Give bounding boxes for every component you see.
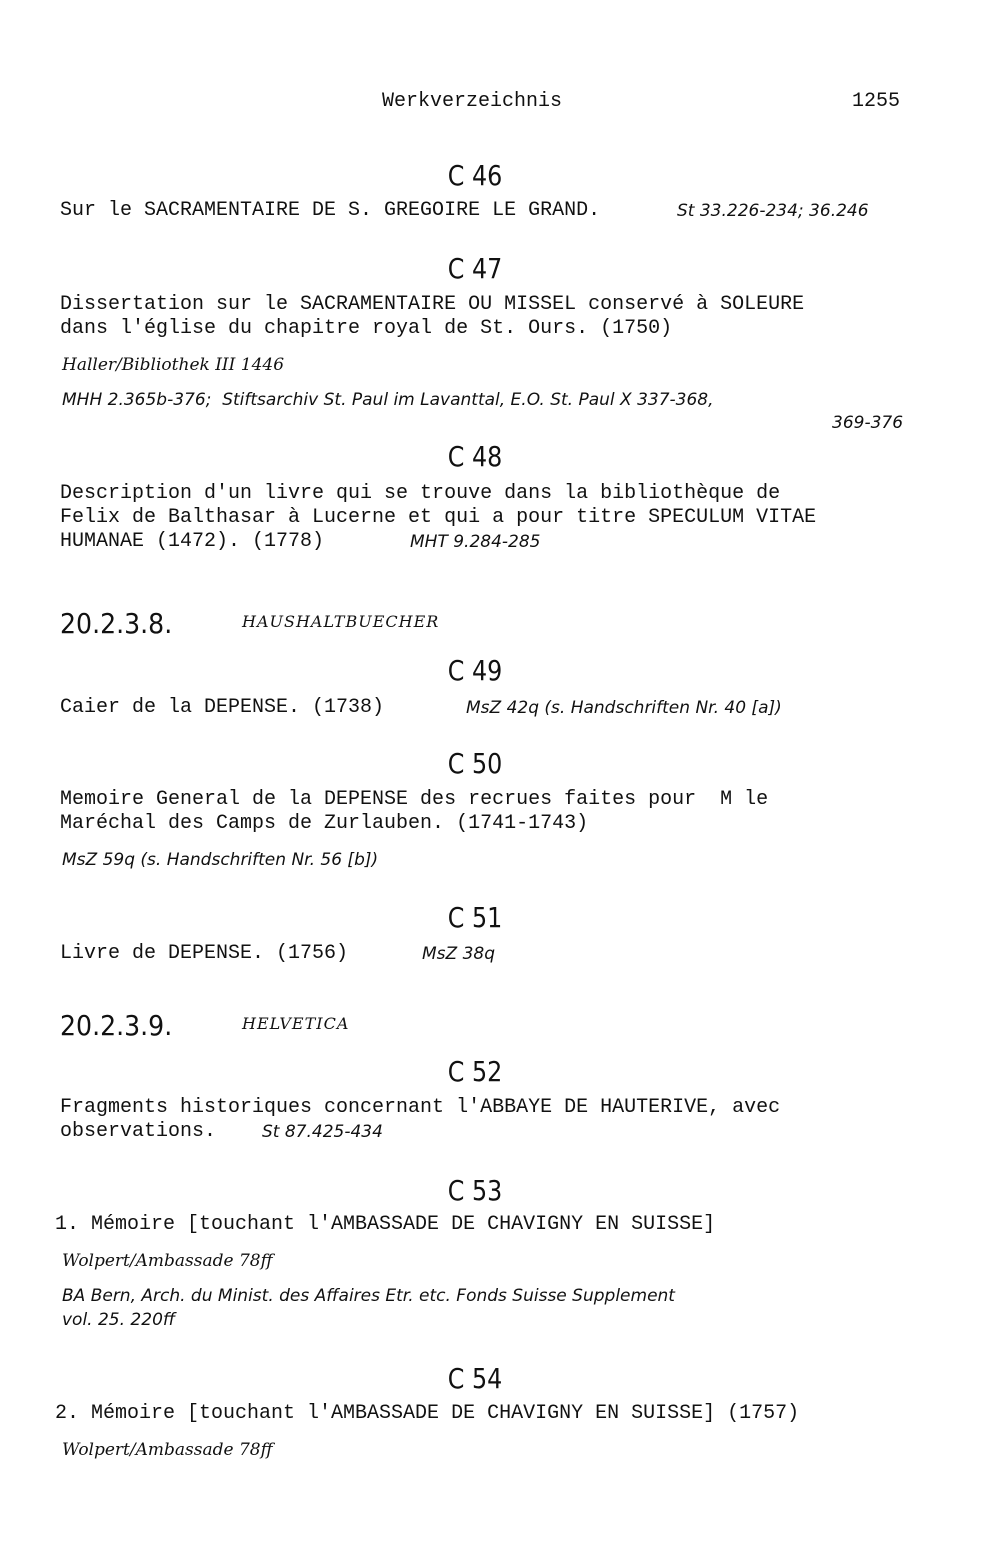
page-number: 1255	[852, 90, 901, 113]
entry-c53-literature: Wolpert/Ambassade 78ff	[62, 1251, 273, 1271]
entry-c46-ref: St 33.226-234; 36.246	[677, 201, 869, 221]
entry-c47-line2: dans l'église du chapitre royal de St. Ours. (1750)	[60, 317, 673, 340]
entry-number-c50: C 50	[447, 747, 503, 780]
entry-c47-literature: Haller/Bibliothek III 1446	[62, 355, 285, 375]
entry-number-c47: C 47	[447, 252, 503, 285]
entry-number-c53: C 53	[447, 1174, 503, 1207]
entry-c53-title: 1. Mémoire [touchant l'AMBASSADE DE CHAVIGNY EN SUISSE]	[55, 1213, 716, 1236]
entry-c51-ref: MsZ 38q	[422, 944, 495, 964]
entry-number-c49: C 49	[447, 654, 503, 687]
entry-c48-line2: Felix de Balthasar à Lucerne et qui a pour titre SPECULUM VITAE	[60, 506, 817, 529]
entry-c53-ref-line1: BA Bern, Arch. du Minist. des Affaires Etr. etc. Fonds Suisse Supplement	[62, 1286, 675, 1306]
entry-c54-literature: Wolpert/Ambassade 78ff	[62, 1440, 273, 1460]
entry-c50-line2: Maréchal des Camps de Zurlauben. (1741-1743)	[60, 812, 589, 835]
entry-c50-line1: Memoire General de la DEPENSE des recrues faites pour M le	[60, 788, 769, 811]
entry-c51-title: Livre de DEPENSE. (1756)	[60, 942, 349, 965]
entry-c48-line3: HUMANAE (1472). (1778)	[60, 530, 325, 553]
entry-c47-ref-line2: 369-376	[832, 413, 904, 433]
entry-c47-line1: Dissertation sur le SACRAMENTAIRE OU MISSEL conservé à SOLEURE	[60, 293, 805, 316]
section-number-helvetica: 20.2.3.9.	[60, 1009, 173, 1042]
entry-c46-title: Sur le SACRAMENTAIRE DE S. GREGOIRE LE GRAND.	[60, 199, 601, 222]
entry-c52-line2: observations.	[60, 1120, 217, 1143]
section-number-haushaltbuecher: 20.2.3.8.	[60, 607, 173, 640]
entry-number-c46: C 46	[447, 159, 503, 192]
entry-number-c48: C 48	[447, 440, 503, 473]
entry-c50-ref: MsZ 59q (s. Handschriften Nr. 56 [b])	[62, 850, 379, 870]
entry-c53-ref-line2: vol. 25. 220ff	[62, 1310, 176, 1330]
entry-c52-line1: Fragments historiques concernant l'ABBAYE DE HAUTERIVE, avec	[60, 1096, 781, 1119]
entry-number-c54: C 54	[447, 1362, 503, 1395]
entry-c49-title: Caier de la DEPENSE. (1738)	[60, 696, 385, 719]
entry-c52-ref: St 87.425-434	[262, 1122, 383, 1142]
entry-c48-line1: Description d'un livre qui se trouve dans la bibliothèque de	[60, 482, 781, 505]
section-title-haushaltbuecher: HAUSHALTBUECHER	[242, 612, 440, 631]
entry-c54-title: 2. Mémoire [touchant l'AMBASSADE DE CHAVIGNY EN SUISSE] (1757)	[55, 1402, 800, 1425]
section-title-helvetica: HELVETICA	[242, 1014, 350, 1033]
entry-c47-ref-line1: MHH 2.365b-376; Stiftsarchiv St. Paul im Lavanttal, E.O. St. Paul X 337-368,	[62, 390, 714, 410]
running-title: Werkverzeichnis	[382, 90, 563, 113]
entry-number-c52: C 52	[447, 1055, 503, 1088]
entry-c48-ref: MHT 9.284-285	[410, 532, 541, 552]
entry-number-c51: C 51	[447, 901, 503, 934]
entry-c49-ref: MsZ 42q (s. Handschriften Nr. 40 [a])	[466, 698, 782, 718]
